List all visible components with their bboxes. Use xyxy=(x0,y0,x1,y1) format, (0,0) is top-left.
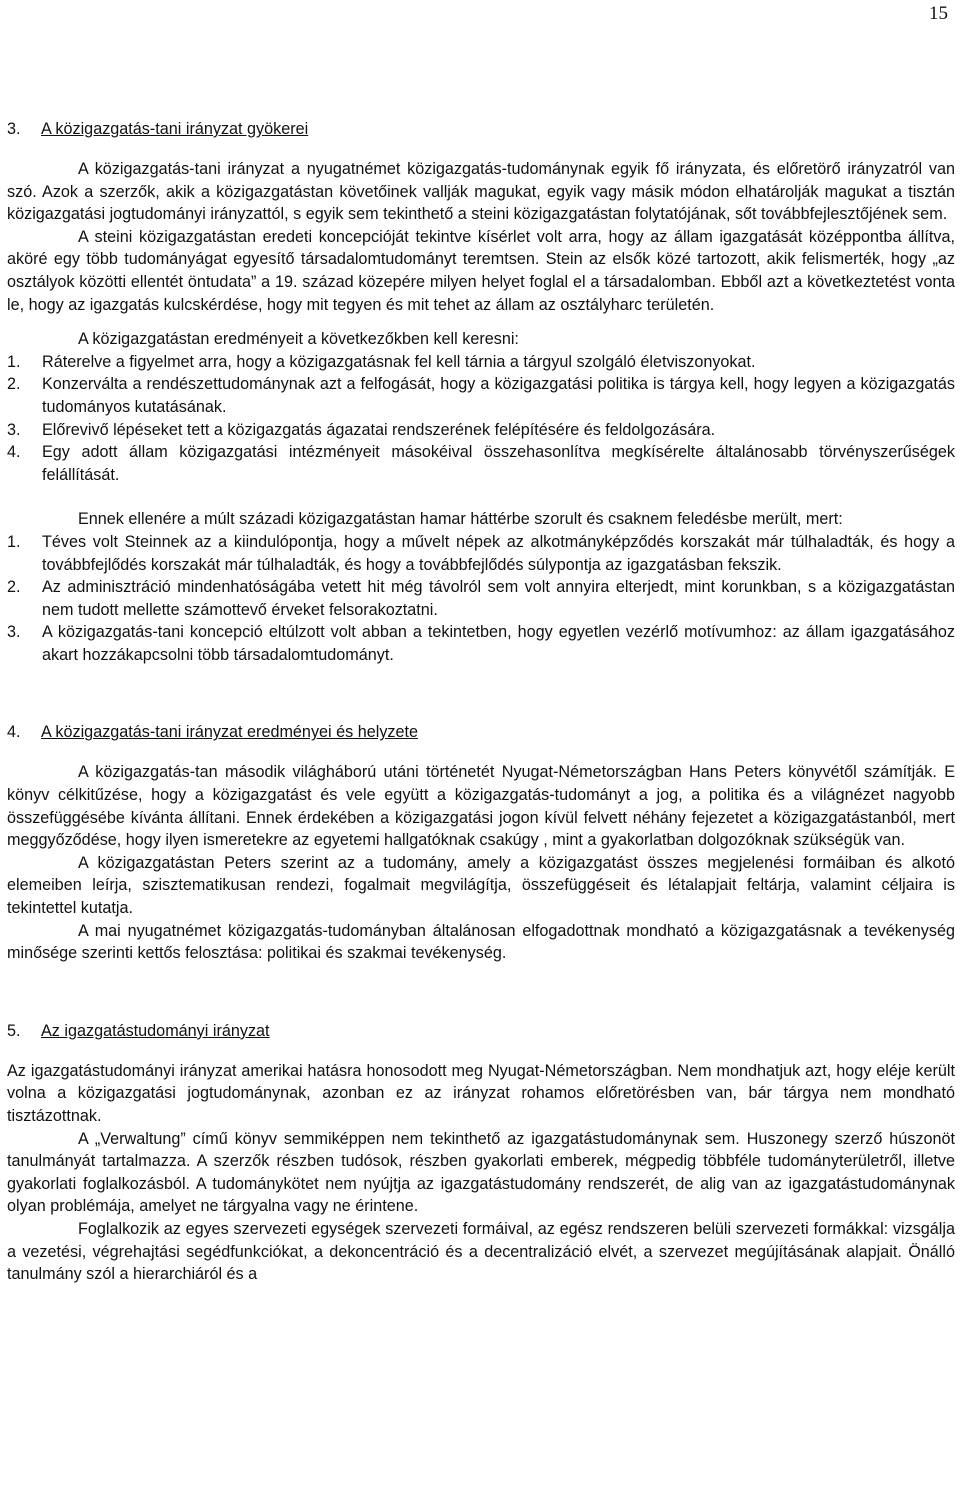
paragraph: A „Verwaltung” című könyv semmiképpen nem tekinthető az igazgatástudománynak sem. Huszonegy szerző húszonöt tanulmányát tartalmazza. A szerzők részben tudósok, részben gyakorlati emberek, mégpedig többféle tudományterületről, illetve gyakorlati foglalkozásból. A tudománykötet nem nyújtja az igazgatástudomány rendszerét, de alig van az igazgatástudománynak olyan problémája, amelyet ne tárgyalna vagy ne érintene. xyxy=(7,1129,955,1216)
results-list xyxy=(7,351,955,487)
section-title: Az igazgatástudományi irányzat xyxy=(41,1021,270,1040)
section-number: 3. xyxy=(7,120,21,138)
list-item: 1. Téves volt Steinnek az a kiindulópontja, hogy a művelt népek az alkotmányképződés korszakát már túlhaladták, és hogy a továbbfejlődés korszakát már túlhaladták, és hogy a továbbfejlődés súlypontja az igazgatásban fekszik. xyxy=(7,532,955,574)
paragraph: Az igazgatástudományi irányzat amerikai hatásra honosodott meg Nyugat-Németországban. Nem mondhatjuk azt, hogy eléje került volna a közigazgatási jogtudománynak, azonban ez az irányzat rohamos előretörésben van, bár tárgya nem mondható tisztázottnak. xyxy=(7,1061,955,1125)
list-item: 4. Egy adott állam közigazgatási intézményeit másokéival összehasonlítva megkísérelte általánosabb törvényszerűségek felállítását. xyxy=(7,443,955,484)
paragraph: A steini közigazgatástan eredeti koncepcióját tekintve kísérlet volt arra, hogy az állam igazgatását középpontba állítva, aköré egy több tudományágat egyesítő társadalomtudományt teremtsen. Stein az elsők közé tartozott, akik felismerték, hogy „az osztályok közötti ellentét öntudata” a 19. század közepére milyen helyet foglal el a társadalomban. Ebből azt a következtetést vonta le, hogy az igazgatás kulcskérdése, hogy mit tegyen és mit tehet az állam az osztályharc területén. xyxy=(7,227,955,314)
section-number: 5. xyxy=(7,1021,21,1040)
list-item: 3. Előrevivő lépéseket tett a közigazgatás ágazatai rendszerének felépítésére és feldolgozására. xyxy=(7,420,716,439)
section-5-heading xyxy=(7,1019,955,1043)
paragraph: Ennek ellenére a múlt századi közigazgatástan hamar háttérbe szorult és csaknem feledésbe merült, mert: xyxy=(78,510,843,529)
section-title: A közigazgatás-tani irányzat eredményei és helyzete xyxy=(41,723,419,742)
list-item: 3. A közigazgatás-tani koncepció eltúlzott volt abban a tekintetben, hogy egyetlen vezérlő motívumhoz: az állam igazgatásához akart hozzákapcsolni több társadalomtudományt. xyxy=(7,623,955,664)
list-item: 1. Ráterelve a figyelmet arra, hogy a közigazgatásnak fel kell tárnia a tárgyul szolgáló életviszonyokat. xyxy=(7,352,756,371)
section-4-heading xyxy=(7,720,955,744)
paragraph: A közigazgatástan eredményeit a következőkben kell keresni: xyxy=(78,330,519,349)
section-3-heading xyxy=(7,117,955,141)
page-number: 15 xyxy=(929,3,948,24)
list-item: 2. Az adminisztráció mindenhatóságába vetett hit még távolról sem volt annyira elterjedt, mint korunkban, s a közigazgatástan nem tudott mellette számottevő érveket felsorakoztatni. xyxy=(7,578,955,619)
list-item: 2. Konzerválta a rendészettudománynak azt a felfogását, hogy a közigazgatási politika is tárgya kell, hogy legyen a közigazgatás tudományos kutatásának. xyxy=(7,375,955,416)
paragraph: A közigazgatás-tani irányzat a nyugatnémet közigazgatás-tudománynak egyik fő irányzata, és előretörő irányzatról van szó. Azok a szerzők, akik a közigazgatástan követőinek vallják magukat, egyik vagy másik módon elhatárolják magukat a tisztán közigazgatási jogtudományi irányzattól, s egyik sem tekinthető a steini közigazgatástan folytatójának, sőt továbbfejlesztőjének sem. xyxy=(7,160,955,224)
paragraph: Foglalkozik az egyes szervezeti egységek szervezeti formáival, az egész rendszeren belüli szervezeti formákkal: vizsgálja a vezetési, végrehajtási segédfunkciókat, a dekoncentráció és a decentralizáció elvét, a szervezet megújításának alapjait. Önálló tanulmány szól a hierarchiáról és a xyxy=(7,1219,955,1284)
paragraph: A mai nyugatnémet közigazgatás-tudományban általánosan elfogadottnak mondható a közigazgatásnak a tevékenység minősége szerinti kettős felosztása: politikai és szakmai tevékenység. xyxy=(7,921,955,963)
reasons-list xyxy=(7,531,955,667)
section-title: A közigazgatás-tani irányzat gyökerei xyxy=(41,120,309,138)
paragraph: A közigazgatástan Peters szerint az a tudomány, amely a közigazgatást összes megjelenési formáiban és alkotó elemeiben leírja, szisztematikusan rendezi, fogalmait megvilágítja, összefüggéseit és létalapjait feltárja, valamint céljaira is tekintettel kutatja. xyxy=(7,853,955,918)
document-page xyxy=(7,117,955,1286)
paragraph: A közigazgatás-tan második világháború utáni történetét Nyugat-Németországban Hans Peters könyvétől számítják. E könyv célkitűzése, hogy a közigazgatást és vele együtt a közigazgatás-tudományt a jog, a politika és a világnézet nagyobb összefüggésébe kívánta állítani. Ennek érdekében a közigazgatási jogon kívül felvett néhány fejezetet a közigazgatástanból, mert meggyőződése, hogy ilyen ismeretekre az egyetemi hallgatóknak csakúgy , mint a gyakorlatban dolgozóknak szükségük van. xyxy=(7,763,955,850)
section-number: 4. xyxy=(7,723,21,742)
